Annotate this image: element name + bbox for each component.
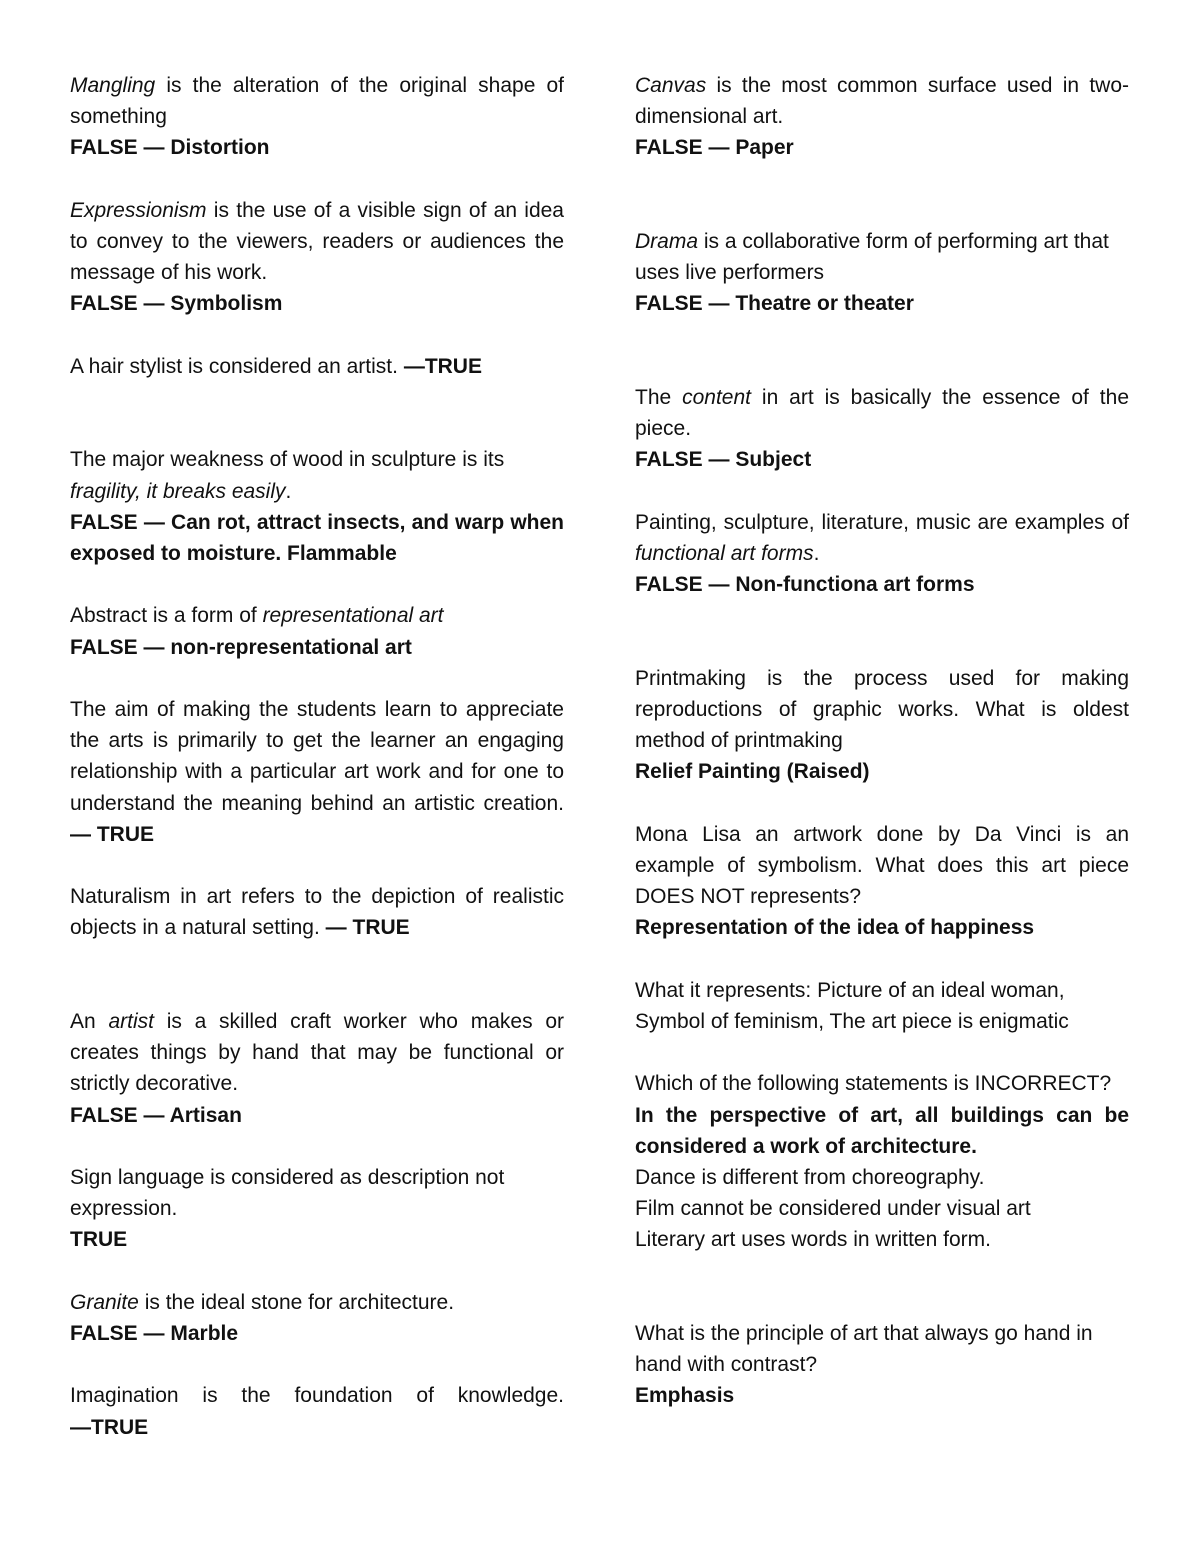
answer-wood-weakness: FALSE — Can rot, attract insects, and warp when exposed to moisture. Flammable — [70, 510, 564, 565]
answer-naturalism: — TRUE — [325, 916, 410, 940]
question-naturalism — [70, 881, 564, 943]
answer-mona-lisa: Representation of the idea of happiness — [635, 916, 1035, 940]
question-text-end: . — [285, 479, 292, 503]
term: Granite — [70, 1290, 139, 1314]
answer-imagination: —TRUE — [70, 1415, 149, 1439]
question-text: A hair stylist is considered an artist. — [70, 354, 404, 378]
term: content — [682, 386, 751, 409]
question-text-end: in art is basically the essence of the piece. — [635, 386, 1129, 441]
answer-mangling: FALSE — Distortion — [70, 136, 270, 160]
answer-printmaking: Relief Painting (Raised) — [635, 760, 870, 784]
term: Expressionism — [70, 198, 207, 222]
question-text: Mona Lisa an artwork done by Da Vinci is an example of symbolism. What does this art piece DOES NOT represents? — [635, 822, 1129, 909]
left-column — [70, 70, 564, 1443]
answer-sign-language: TRUE — [70, 1228, 128, 1252]
question-text: The — [635, 386, 683, 409]
question-text: Sign language is considered as description not expression. — [70, 1165, 505, 1221]
question-text-end: is a skilled craft worker who makes or creates things by hand that may be functional or strictly decorative. — [70, 1009, 564, 1096]
question-text: is the use of a visible sign of an idea to convey to the viewers, readers or audiences the message of his work. — [70, 198, 564, 285]
answer-hair-stylist: —TRUE — [403, 354, 482, 378]
question-text: Printmaking is the process used for making reproductions of graphic works. What is oldest method of printmaking — [635, 666, 1129, 753]
option-item: Dance is different from choreography. — [635, 1166, 985, 1189]
answer-appreciate-arts: — TRUE — [70, 822, 154, 846]
answer-functional-art: FALSE — Non-functiona art forms — [635, 573, 975, 597]
option-item: Literary art uses words in written form. — [635, 1228, 991, 1252]
question-drama — [635, 226, 1129, 288]
option-item: Film cannot be considered under visual art — [635, 1197, 1031, 1221]
question-appreciate-arts — [70, 694, 564, 850]
question-mangling — [70, 70, 564, 132]
question-imagination — [70, 1380, 564, 1411]
answer-drama: FALSE — Theatre or theater — [635, 292, 914, 316]
question-text: is the most common surface used in two-dimensional art. — [635, 74, 1129, 129]
answer-granite: FALSE — Marble — [70, 1321, 239, 1345]
question-text: Naturalism in art refers to the depiction of realistic objects in a natural setting. — [70, 885, 564, 940]
question-principle-contrast — [635, 1318, 1129, 1380]
question-content — [635, 382, 1129, 444]
answer-incorrect-statement: In the perspective of art, all buildings can be considered a work of architecture. — [635, 1103, 1129, 1158]
question-granite — [70, 1287, 564, 1318]
note-what-it-represents — [635, 975, 1129, 1037]
answer-content: FALSE — Subject — [635, 448, 812, 472]
question-incorrect-statement — [635, 1068, 1129, 1099]
question-hair-stylist — [70, 351, 564, 382]
question-text: Imagination is the foundation of knowledge. — [70, 1384, 564, 1408]
question-text: is a collaborative form of performing art that uses live performers — [635, 230, 1109, 285]
term: representational art — [262, 604, 444, 628]
term: fragility, it breaks easily — [70, 479, 286, 503]
question-mona-lisa — [635, 819, 1129, 913]
question-text-end: . — [813, 542, 820, 565]
answer-artist: FALSE — Artisan — [70, 1103, 242, 1127]
answer-canvas: FALSE — Paper — [635, 136, 794, 160]
question-text: is the alteration of the original shape of something — [70, 74, 564, 129]
right-column — [635, 70, 1129, 1412]
question-wood-weakness — [70, 444, 564, 506]
term: artist — [108, 1009, 154, 1033]
term: functional art forms — [635, 542, 814, 565]
question-sign-language — [70, 1162, 564, 1224]
question-functional-art — [635, 507, 1129, 569]
question-text: Abstract is a form of — [70, 604, 263, 628]
term: Drama — [635, 230, 699, 253]
question-text: Which of the following statements is INCORRECT? — [635, 1072, 1112, 1096]
question-text: The major weakness of wood in sculpture is its — [70, 448, 505, 472]
term: Canvas — [635, 74, 707, 97]
question-printmaking — [635, 663, 1129, 757]
term: Mangling — [70, 74, 156, 97]
question-canvas — [635, 70, 1129, 132]
answer-principle-contrast: Emphasis — [635, 1384, 735, 1408]
question-abstract — [70, 600, 564, 631]
answer-abstract: FALSE — non-representational art — [70, 635, 412, 659]
question-text: What is the principle of art that always go hand in hand with contrast? — [635, 1322, 1093, 1377]
question-artist — [70, 1006, 564, 1100]
note-text: What it represents: Picture of an ideal woman, Symbol of feminism, The art piece is enigmatic — [635, 978, 1069, 1033]
question-expressionism — [70, 195, 564, 289]
question-text: An — [70, 1009, 109, 1033]
answer-expressionism: FALSE — Symbolism — [70, 292, 283, 316]
question-text: is the ideal stone for architecture. — [138, 1290, 455, 1314]
question-text: Painting, sculpture, literature, music are examples of — [635, 510, 1129, 534]
question-text: The aim of making the students learn to appreciate the arts is primarily to get the learner an engaging relationship with a particular art work and for one to understand the meaning behind an artistic creation. — [70, 697, 564, 815]
